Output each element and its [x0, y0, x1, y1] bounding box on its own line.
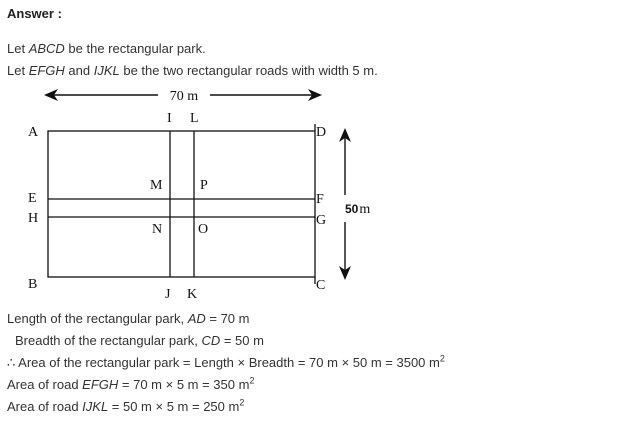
solution-text: = 70 m × 5 m = 350 m: [118, 377, 250, 392]
intro-line-park: [7, 41, 206, 56]
solution-text: = 70 m: [205, 311, 250, 326]
road-label-ijkl: IJKL: [93, 63, 120, 78]
road-efgh: EFGH: [82, 377, 119, 392]
point-k: K: [187, 287, 198, 302]
side-cd: CD: [201, 333, 221, 348]
intro-text: and: [64, 63, 94, 78]
solution-breadth: [15, 333, 264, 348]
solution-park-area: [7, 355, 445, 371]
point-j: J: [165, 287, 171, 302]
intro-line-roads: [7, 63, 378, 78]
point-l: L: [190, 111, 199, 126]
intro-text: be the rectangular park.: [64, 41, 206, 56]
point-f: F: [316, 192, 324, 207]
road-label-efgh: EFGH: [28, 63, 65, 78]
height-label: 50m: [345, 202, 371, 217]
point-h: H: [28, 211, 39, 226]
solution-text: Length of the rectangular park,: [7, 311, 188, 326]
superscript: 2: [249, 375, 255, 386]
point-m: M: [150, 178, 163, 193]
solution-text: Area of road: [7, 399, 83, 414]
superscript: 2: [239, 397, 245, 408]
point-p: P: [200, 178, 208, 193]
intro-text: Let: [7, 63, 29, 78]
solution-text: = 50 m: [220, 333, 264, 348]
point-a: A: [28, 125, 39, 140]
point-o: O: [198, 222, 209, 237]
answer-heading: Answer :: [7, 6, 62, 21]
point-d: D: [316, 125, 327, 140]
solution-text: ∴ Area of the rectangular park = Length × Breadth = 70 m × 50 m = 3500 m: [7, 355, 440, 370]
solution-road-ijkl-area: [7, 399, 244, 414]
point-b: B: [28, 277, 38, 292]
park-figure: [0, 82, 380, 304]
point-i: I: [167, 111, 172, 126]
intro-text: be the two rectangular roads with width 5 m.: [119, 63, 378, 78]
solution-road-efgh-area: [7, 377, 254, 392]
solution-text: Area of road: [7, 377, 83, 392]
park-rectangle: [48, 131, 315, 277]
point-e: E: [28, 191, 37, 206]
solution-text: Breadth of the rectangular park,: [15, 333, 202, 348]
superscript: 2: [439, 353, 445, 364]
point-g: G: [316, 213, 327, 228]
point-n: N: [152, 222, 163, 237]
side-ad: AD: [187, 311, 206, 326]
road-ijkl: IJKL: [82, 399, 109, 414]
solution-text: = 50 m × 5 m = 250 m: [108, 399, 240, 414]
park-label: ABCD: [28, 41, 65, 56]
point-c: C: [316, 278, 326, 293]
width-label: 70 m: [169, 89, 199, 104]
intro-text: Let: [7, 41, 29, 56]
solution-length: [7, 311, 249, 326]
